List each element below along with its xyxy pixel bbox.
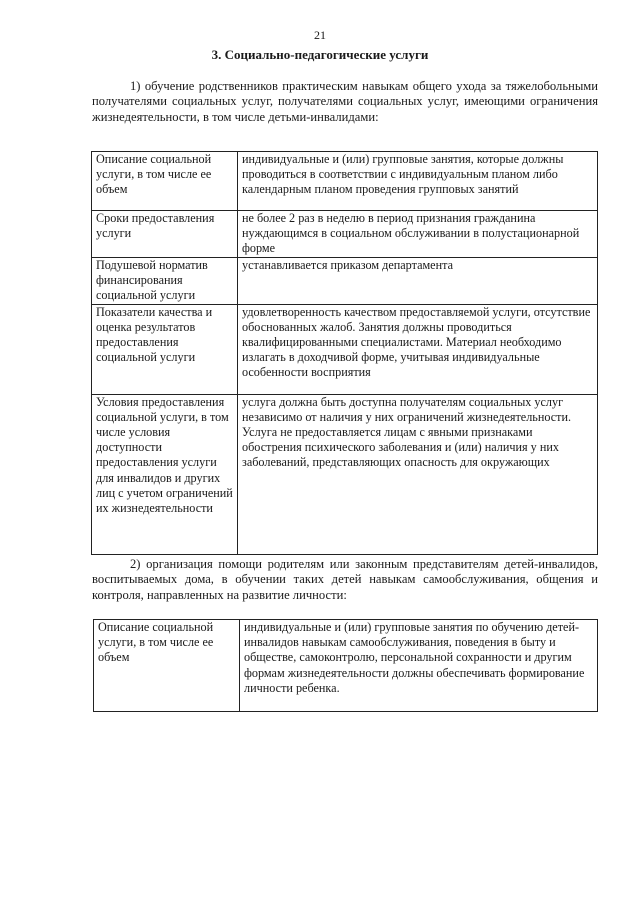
page-number: 21	[314, 28, 326, 42]
table-row	[92, 304, 598, 394]
row-label: Условия предоставления социальной услуги, в том числе условия доступности предоставления услуги для инвалидов и других лиц с учетом ограничений их жизнедеятельности	[92, 394, 238, 554]
service-table-1	[91, 151, 598, 555]
row-label: Сроки предоставления услуги	[92, 211, 238, 258]
table-row	[92, 152, 598, 211]
row-value: индивидуальные и (или) групповые занятия по обучению детей-инвалидов навыкам самообслуживания, поведения в быту и обществе, самоконтролю, персональной сохранности и другим формам жизнедеятельности должны обеспечивать формирование личности ребенка.	[240, 620, 598, 712]
section-title: 3. Социально-педагогические услуги	[211, 47, 429, 62]
row-label: Описание социальной услуги, в том числе ее объем	[92, 152, 238, 211]
row-value: удовлетворенность качеством предоставляемой услуги, отсутствие обоснованных жалоб. Занятия должны проводиться квалифицированными специалистами. Материал необходимо излагать в доходчивой форме, учитывая индивидуальные особенности восприятия	[238, 304, 598, 394]
row-value: устанавливается приказом департамента	[238, 258, 598, 305]
intro-paragraph-1: 1) обучение родственников практическим навыкам общего ухода за тяжелобольными получателями социальных услуг, получателями социальных услуг, имеющими ограничения жизнедеятельности, в том числе детьми-инвалидами:	[92, 79, 598, 124]
service-table-2	[93, 619, 598, 712]
row-label: Подушевой норматив финансирования социальной услуги	[92, 258, 238, 305]
row-value: не более 2 раз в неделю в период признания гражданина нуждающимся в социальном обслуживании в полустационарной форме	[238, 211, 598, 258]
row-label: Описание социальной услуги, в том числе ее объем	[94, 620, 240, 712]
table-row	[92, 258, 598, 305]
table-row	[92, 211, 598, 258]
row-value: индивидуальные и (или) групповые занятия, которые должны проводиться в соответствии с индивидуальным планом либо календарным планом проведения групповых занятий	[238, 152, 598, 211]
intro-paragraph-2: 2) организация помощи родителям или законным представителям детей-инвалидов, воспитываемых дома, в обучении таких детей навыкам самообслуживания, общения и контроля, направленных на развитие личности:	[92, 557, 598, 602]
table-row	[92, 394, 598, 554]
row-label: Показатели качества и оценка результатов предоставления социальной услуги	[92, 304, 238, 394]
row-value: услуга должна быть доступна получателям социальных услуг независимо от наличия у них ограничений жизнедеятельности. Услуга не предоставляется лицам с явными признаками обострения психического заболевания и (или) наличия у них заболеваний, представляющих опасность для окружающих	[238, 394, 598, 554]
table-row	[94, 620, 598, 712]
